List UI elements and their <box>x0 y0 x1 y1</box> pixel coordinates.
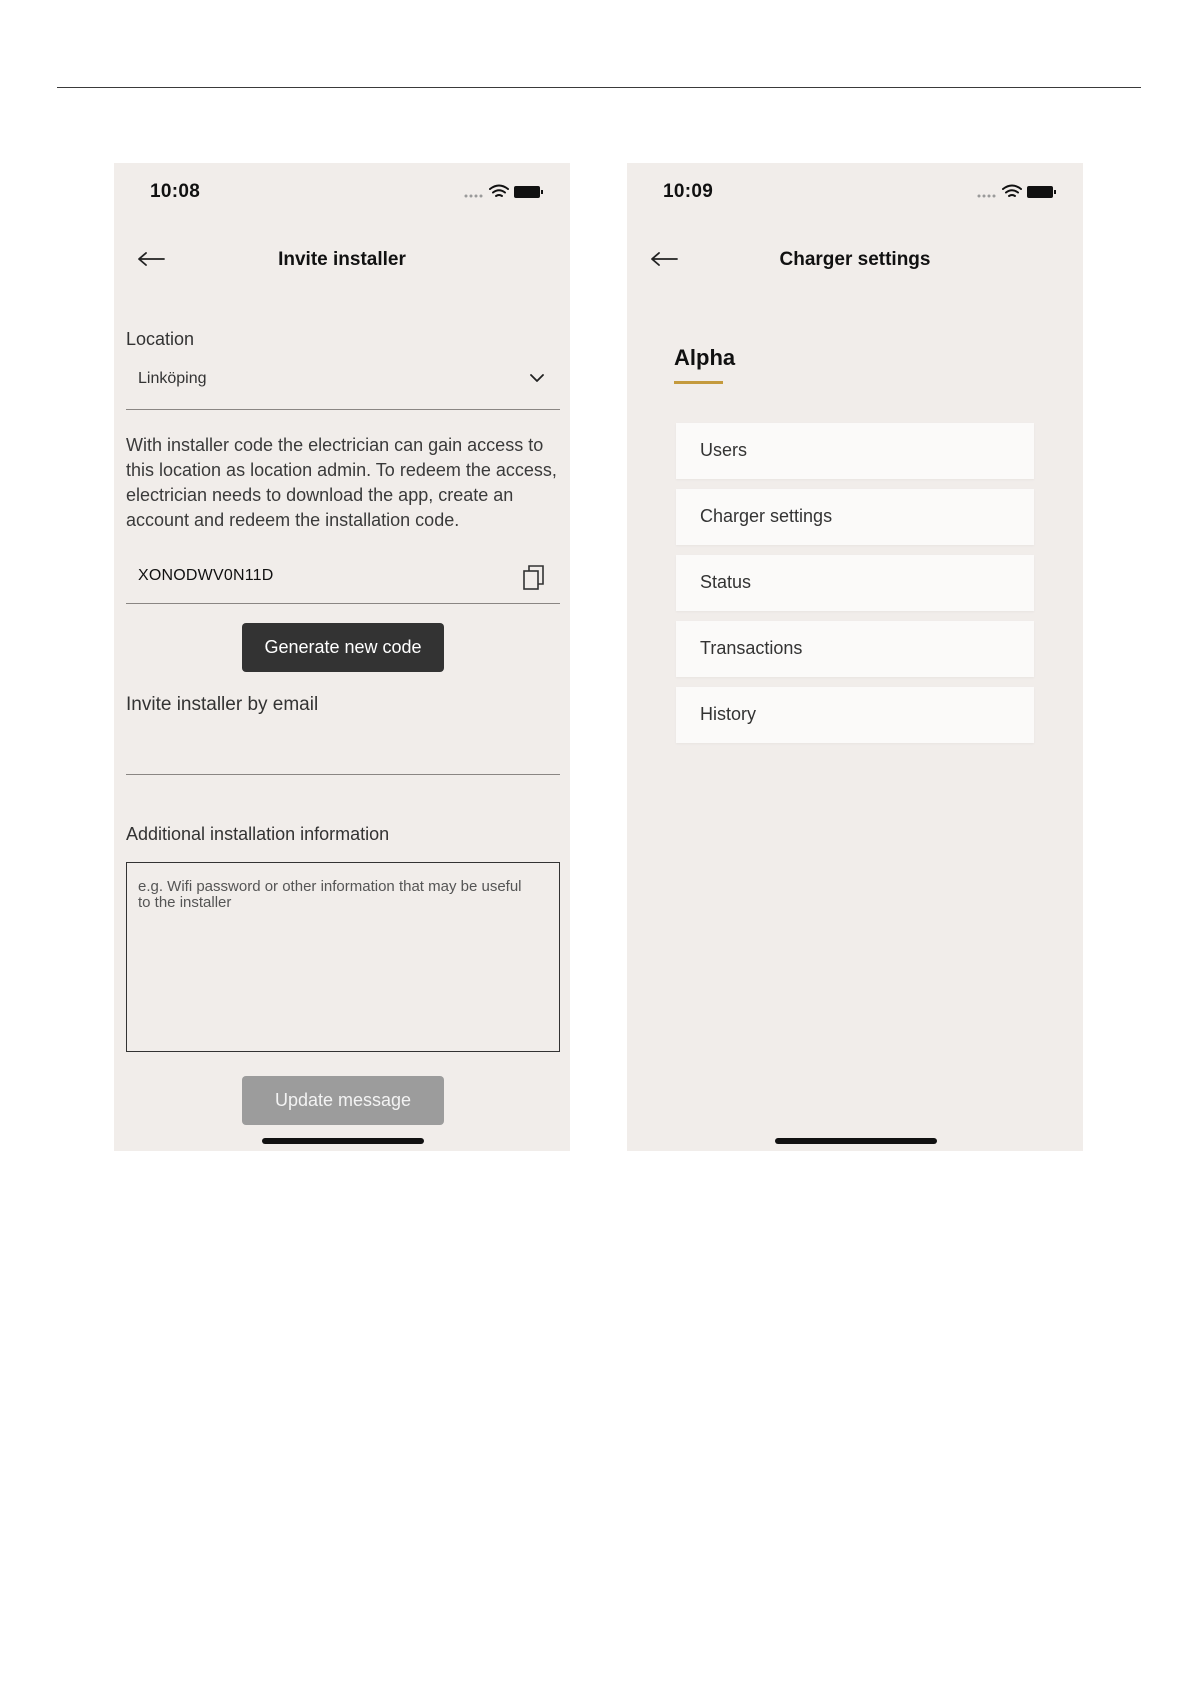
menu-item-label: Users <box>700 440 748 460</box>
home-indicator <box>775 1138 937 1144</box>
signal-dots-icon <box>465 195 483 198</box>
charger-tab-underline <box>674 381 723 384</box>
status-time: 10:08 <box>150 181 201 202</box>
textarea-placeholder: e.g. Wifi password or other information that may be useful to the installer <box>138 878 522 911</box>
status-time: 10:09 <box>663 181 714 202</box>
menu-item-history[interactable] <box>676 687 1034 743</box>
installer-code-value: XONODWV0N11D <box>138 567 274 584</box>
generate-new-code-button[interactable]: Generate new code <box>242 623 444 672</box>
wifi-icon <box>490 186 508 197</box>
menu-item-label: Status <box>700 572 752 592</box>
page-title: Invite installer <box>278 249 406 270</box>
menu-item-label: History <box>700 704 757 724</box>
page-top-rule <box>57 87 1141 88</box>
update-message-button[interactable]: Update message <box>242 1076 444 1125</box>
copy-icon[interactable] <box>522 563 546 591</box>
settings-menu <box>676 423 1034 753</box>
installer-code-field <box>126 553 560 604</box>
home-indicator <box>262 1138 424 1144</box>
signal-dots-icon <box>978 195 996 198</box>
location-dropdown[interactable] <box>126 353 560 410</box>
email-field[interactable] <box>126 723 560 775</box>
invite-email-label: Invite installer by email <box>126 694 319 715</box>
menu-item-label: Charger settings <box>700 506 833 526</box>
location-label: Location <box>126 329 195 349</box>
wifi-icon <box>1003 186 1021 197</box>
menu-item-charger-settings[interactable] <box>676 489 1034 545</box>
menu-item-status[interactable] <box>676 555 1034 611</box>
battery-icon <box>514 186 543 198</box>
charger-settings-screen <box>627 163 1083 1151</box>
page-title: Charger settings <box>779 249 931 270</box>
charger-name-tab[interactable]: Alpha <box>674 345 736 370</box>
location-value: Linköping <box>138 370 207 387</box>
menu-item-transactions[interactable] <box>676 621 1034 677</box>
status-icons <box>975 183 1065 201</box>
status-icons <box>462 183 552 201</box>
menu-item-users[interactable] <box>676 423 1034 479</box>
additional-info-textarea[interactable] <box>126 862 560 1052</box>
installer-code-description: With installer code the electrician can gain access to this location as location admin. To redeem the access, electrician needs to download the app, create an account and redeem the installation code. <box>126 435 557 530</box>
invite-installer-screen <box>114 163 570 1151</box>
battery-icon <box>1027 186 1056 198</box>
chevron-down-icon <box>528 371 546 385</box>
menu-item-label: Transactions <box>700 638 803 658</box>
additional-info-label: Additional installation information <box>126 824 390 844</box>
